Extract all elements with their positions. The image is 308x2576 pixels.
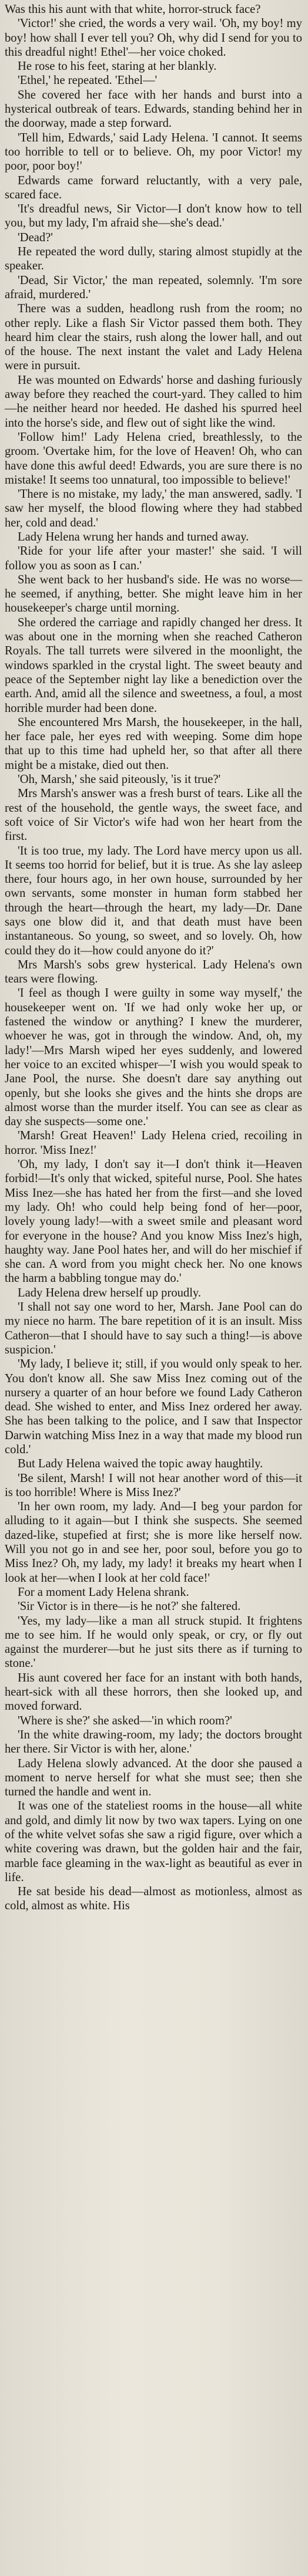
article-paragraph: Lady Helena drew herself up proudly. (18, 1286, 202, 1299)
article-paragraph: 'I shall not say one word to her, Marsh. Jane Pool can do my niece no harm. The bare repetition of it is an insult. Miss Catheron—that I should have to say such a thing!—is above suspicion.' (5, 1301, 302, 1356)
article-paragraph: Lady Helena wrung her hands and turned away. (18, 530, 249, 543)
article-paragraph: 'It's dreadful news, Sir Victor—I don't know how to tell you, but my lady, I'm afraid she—she's dead.' (5, 202, 302, 230)
article-paragraph: Was this his aunt with that white, horror-struck face? (5, 3, 261, 16)
article-paragraph: 'Where is she?' she asked—'in which room?' (18, 1714, 232, 1727)
article-paragraph: For a moment Lady Helena shrank. (18, 1585, 189, 1599)
article-paragraph: 'Oh, Marsh,' she said piteously, 'is it true?' (18, 773, 221, 786)
article-paragraph: 'Follow him!' Lady Helena cried, breathlessly, to the groom. 'Overtake him, for the love of Heaven! Oh, who can have done this awful deed! Edwards, you are sure there is no mistake! It seems too unnatural, too impossible to believe!' (5, 430, 302, 487)
article-paragraph: 'Dead?' (18, 231, 53, 244)
article-paragraph: 'Sir Victor is in there—is he not?' she faltered. (18, 1600, 241, 1613)
article-paragraph: She ordered the carriage and rapidly changed her dress. It was about one in the morning when she reached Catheron Royals. The tall turrets were silvered in the moonlight, the windows sparkled in the crystal light. The sweet beauty and peace of the September night lay like a benediction over the earth. And, amid all the silence and sweetness, a foul, a most horrible murder had been done. (5, 616, 302, 715)
article-paragraph: He repeated the word dully, staring almost stupidly at the speaker. (5, 245, 302, 273)
article-paragraph: 'Tell him, Edwards,' said Lady Helena. 'I cannot. It seems too horrible to tell or to believe. Oh, my poor Victor! my poor, poor boy!' (5, 131, 302, 173)
article-paragraph: His aunt covered her face for an instant with both hands, heart-sick with all these horrors, then she looked up, and moved forward. (5, 1671, 302, 1713)
article-paragraph: 'Dead, Sir Victor,' the man repeated, solemnly. 'I'm sore afraid, murdered.' (5, 274, 302, 301)
article-paragraph: She went back to her husband's side. He was no worse—he seemed, if anything, better. She might leave him in her housekeeper's charge until morning. (5, 573, 302, 615)
article-paragraph: 'My lady, I believe it; still, if you would only speak to her. You don't know all. She saw Miss Inez coming out of the nursery a quarter of an hour before we found Lady Catheron dead. She wished to enter, and Miss Inez ordered her away. She has been talking to the police, and I saw that Inspector Darwin watching Miss Inez in a way that made my blood run cold.' (5, 1358, 302, 1456)
article-paragraph: Lady Helena slowly advanced. At the door she paused a moment to nerve herself for what she must see; then she turned the handle and went in. (5, 1757, 302, 1799)
article-paragraph: He sat beside his dead—almost as motionless, almost as cold, almost as white. His (5, 1885, 302, 1913)
article-paragraph: 'I feel as though I were guilty in some way myself,' the housekeeper went on. 'If we had only woke her up, or fastened the window or anything? I knew the murderer, whoever he was, got in through the window. And, oh, my lady!'—Mrs Marsh wiped her eyes suddenly, and lowered her voice to an excited whisper—'I wish you would speak to Jane Pool, the nurse. She doesn't dare say anything out openly, but she looks she gives and the hints she drops are almost worse than the murder itself. You can see as clear as day she suspects—some one.' (5, 987, 302, 1129)
article-paragraph: 'In the white drawing-room, my lady; the doctors brought her there. Sir Victor is with her, alone.' (5, 1728, 302, 1756)
article-paragraph: 'Be silent, Marsh! I will not hear another word of this—it is too horrible! Where is Miss Inez?' (5, 1471, 302, 1499)
article-paragraph: 'There is no mistake, my lady,' the man answered, sadly. 'I saw her myself, the blood flowing where they had stabbed her, cold and dead.' (5, 488, 302, 529)
article-paragraph: Mrs Marsh's sobs grew hysterical. Lady Helena's own tears were flowing. (5, 958, 302, 986)
article-paragraph: 'Marsh! Great Heaven!' Lady Helena cried, recoiling in horror. 'Miss Inez!' (5, 1129, 302, 1157)
article-paragraph: He was mounted on Edwards' horse and dashing furiously away before they reached the court-yard. They called to him—he neither heard nor heeded. He dashed his spurred heel into the horse's side, and flew out of sight like the wind. (5, 373, 302, 430)
article-paragraph: It was one of the stateliest rooms in the house—all white and gold, and dimly lit now by two wax tapers. Lying on one of the white velvet sofas she saw a rigid figure, over which a white covering was drawn, but the golden hair and the fair, marble face gleaming in the wax-light as beautiful as ever in life. (5, 1800, 302, 1884)
article-paragraph: He rose to his feet, staring at her blankly. (18, 60, 217, 73)
article-paragraph: 'It is too true, my lady. The Lord have mercy upon us all. It seems too horrid for belief, but it is true. As she lay asleep there, four hours ago, in her own house, surrounded by her own servants, some monster in human form stabbed her through the heart—through the heart, my lady—Dr. Dane says one blow did it, and that death must have been instantaneous. So young, so sweet, and so lovely. Oh, how could they do it—how could anyone do it?' (5, 844, 302, 957)
article-paragraph: She covered her face with her hands and burst into a hysterical outbreak of tears. Edwards, standing behind her in the doorway, made a step forward. (5, 88, 302, 130)
article-paragraph: 'Ride for your life after your master!' she said. 'I will follow you as soon as I can.' (5, 545, 302, 572)
article-paragraph: She encountered Mrs Marsh, the housekeeper, in the hall, her face pale, her eyes red with weeping. Some dim hope that up to this time had upheld her, so that after all there might be a mistake, died out then. (5, 715, 302, 772)
article-paragraph: But Lady Helena waived the topic away haughtily. (18, 1457, 263, 1471)
article-paragraph: 'Victor!' she cried, the words a very wail. 'Oh, my boy! my boy! how shall I ever tell you? Oh, why did I send for you to this dreadful night! Ethel'—her voice choked. (5, 17, 302, 59)
article-paragraph: 'Oh, my lady, I don't say it—I don't think it—Heaven forbid!—It's only that wicked, spiteful nurse, Pool. She hates Miss Inez—she has hated her from the first—and she loved my lady. Oh! who could help being fond of her—poor, lovely young lady!—with a sweet smile and pleasant word for everyone in the house? And you know Miss Inez's high, haughty way. Jane Pool hates her, and will do her mischief if she can. A word from you might check her. No one knows the harm a babbling tongue may do.' (5, 1158, 302, 1285)
article-paragraph: 'In her own room, my lady. And—I beg your pardon for alluding to it again—but I think she suspects. She seemed dazed-like, stupefied at first; she is more like herself now. Will you not go in and see her, poor soul, before you go to Miss Inez? Oh, my lady, my lady! it breaks my heart when I look at her—when I look at her cold face!' (5, 1500, 302, 1585)
article-paragraph: 'Yes, my lady—like a man all struck stupid. It frightens me to see him. If he would only speak, or cry, or fly out against the murderer—but he just sits there as if turning to stone.' (5, 1614, 302, 1670)
article-paragraph: Edwards came forward reluctantly, with a very pale, scared face. (5, 174, 302, 201)
article-paragraph: 'Ethel,' he repeated. 'Ethel—' (18, 74, 158, 87)
article-paragraph: There was a sudden, headlong rush from the room; no other reply. Like a flash Sir Victor passed them both. They heard him clear the stairs, rush along the lower hall, and out of the house. The next instant the valet and Lady Helena were in pursuit. (5, 302, 302, 373)
article-paragraph: Mrs Marsh's answer was a fresh burst of tears. Like all the rest of the household, the gentle ways, the sweet face, and soft voice of Sir Victor's wife had won her heart from the first. (5, 787, 302, 843)
